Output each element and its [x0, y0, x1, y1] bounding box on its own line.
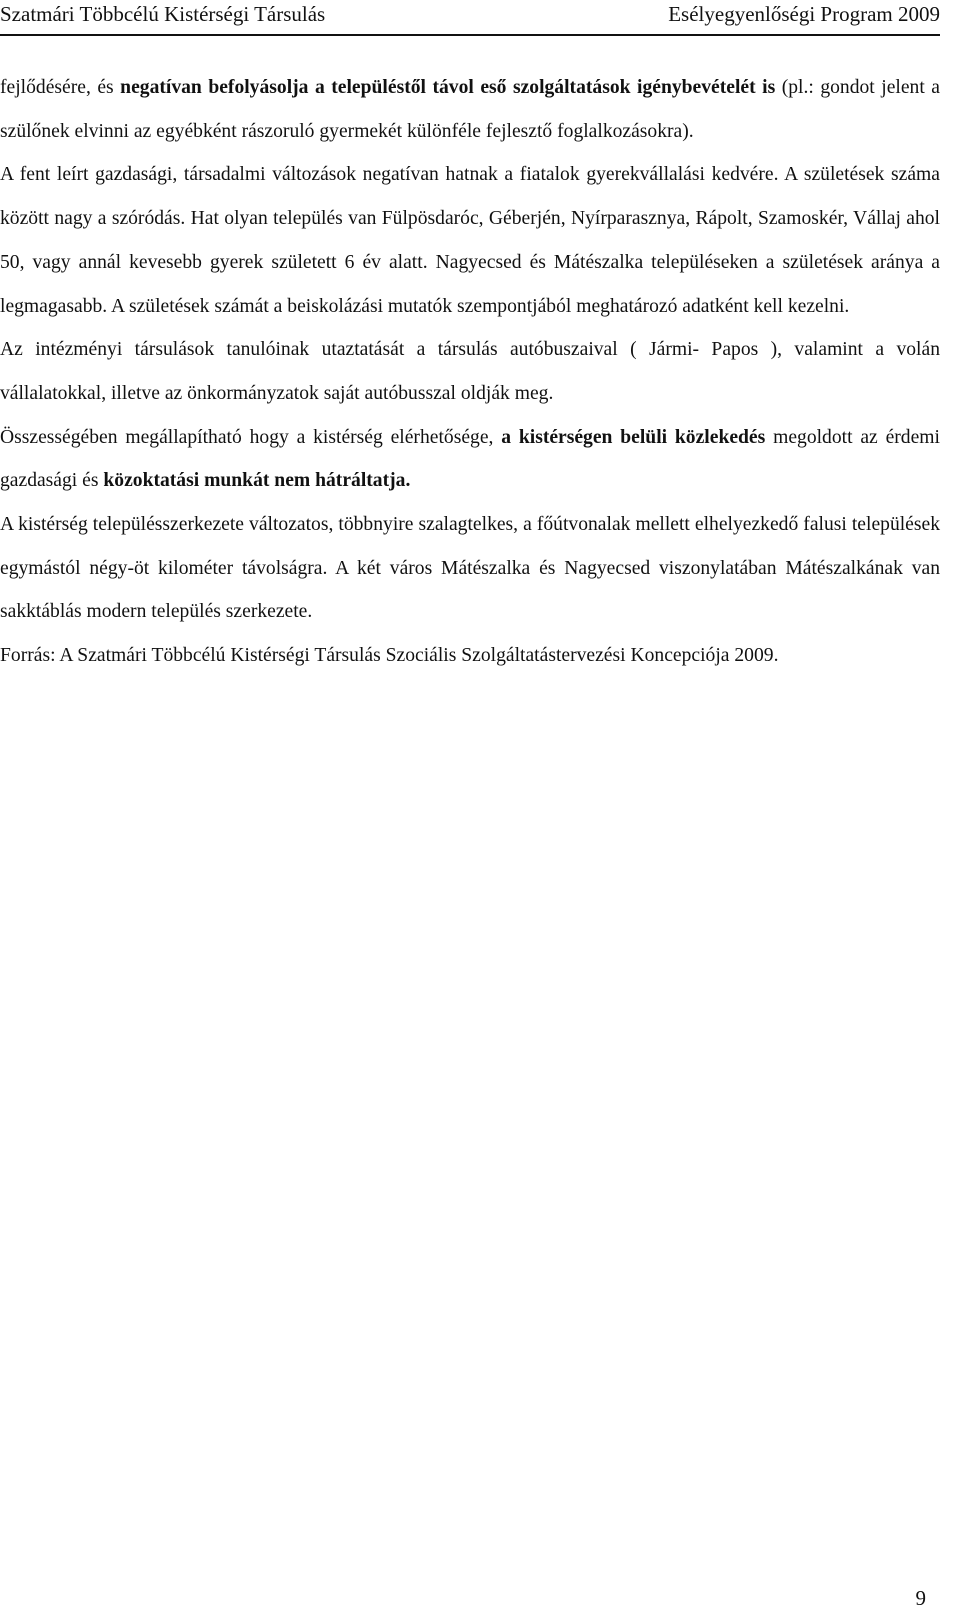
header-program-title: Esélyegyenlőségi Program 2009: [668, 2, 940, 26]
paragraph-student-transport: Az intézményi társulások tanulóinak utaztatását a társulás autóbuszaival ( Jármi- Papos ), valamint a volán vállalatokkal, illetve az önkormányzatok saját autóbusszal oldják meg.: [0, 339, 940, 404]
paragraph-1-text-b: (pl.: gondot jelent a szülőnek elvinni az egyébként rászoruló gyermekét különféle fejlesztő foglalkozásokra).: [0, 77, 940, 142]
paragraph-development-impact: [0, 66, 940, 153]
paragraph-1-bold: negatívan befolyásolja a településtől távol eső szolgáltatások igénybevételét is: [120, 77, 776, 98]
paragraph-source-citation: Forrás: A Szatmári Többcélú Kistérségi Társulás Szociális Szolgáltatástervezési Koncepciója 2009.: [0, 645, 779, 667]
page-number: 9: [915, 1586, 926, 1610]
paragraph-4-text-b: megoldott az érdemi gazdasági és: [0, 426, 940, 492]
paragraph-birth-statistics: A fent leírt gazdasági, társadalmi változások negatívan hatnak a fiatalok gyerekvállalási kedvére. A születések száma között nagy a szóródás. Hat olyan település van Fülpösdaróc, Géberjén, Nyírparasznya, Rápolt, Szamoskér, Vállaj ahol 50, vagy annál kevesebb gyerek született 6 év alatt. Nagyecsed és Mátészalka településeken a születések aránya a legmagasabb. A születések számát a beiskolázási mutatók szempontjából meghatározó adatként kell kezelni.: [0, 164, 940, 317]
running-header: [0, 0, 940, 35]
header-divider: [0, 34, 940, 36]
document-body: [0, 66, 940, 678]
paragraph-settlement-structure: A kistérség településszerkezete változatos, többnyire szalagtelkes, a főútvonalak mellett elhelyezkedő falusi települések egymástól négy-öt kilométer távolságra. A két város Mátészalka és Nagyecsed viszonylatában Mátészalkának van sakktáblás modern település szerkezete.: [0, 514, 940, 623]
header-organization: Szatmári Többcélú Kistérségi Társulás: [0, 2, 326, 26]
paragraph-accessibility-summary: [0, 416, 940, 503]
paragraph-4-bold-a: a kistérségen belüli közlekedés: [501, 426, 766, 448]
paragraph-4-text-a: Összességében megállapítható hogy a kistérség elérhetősége,: [0, 426, 502, 448]
paragraph-1-text-a: fejlődésére, és: [0, 77, 121, 98]
paragraph-4-bold-b: közoktatási munkát nem hátráltatja.: [103, 470, 411, 492]
